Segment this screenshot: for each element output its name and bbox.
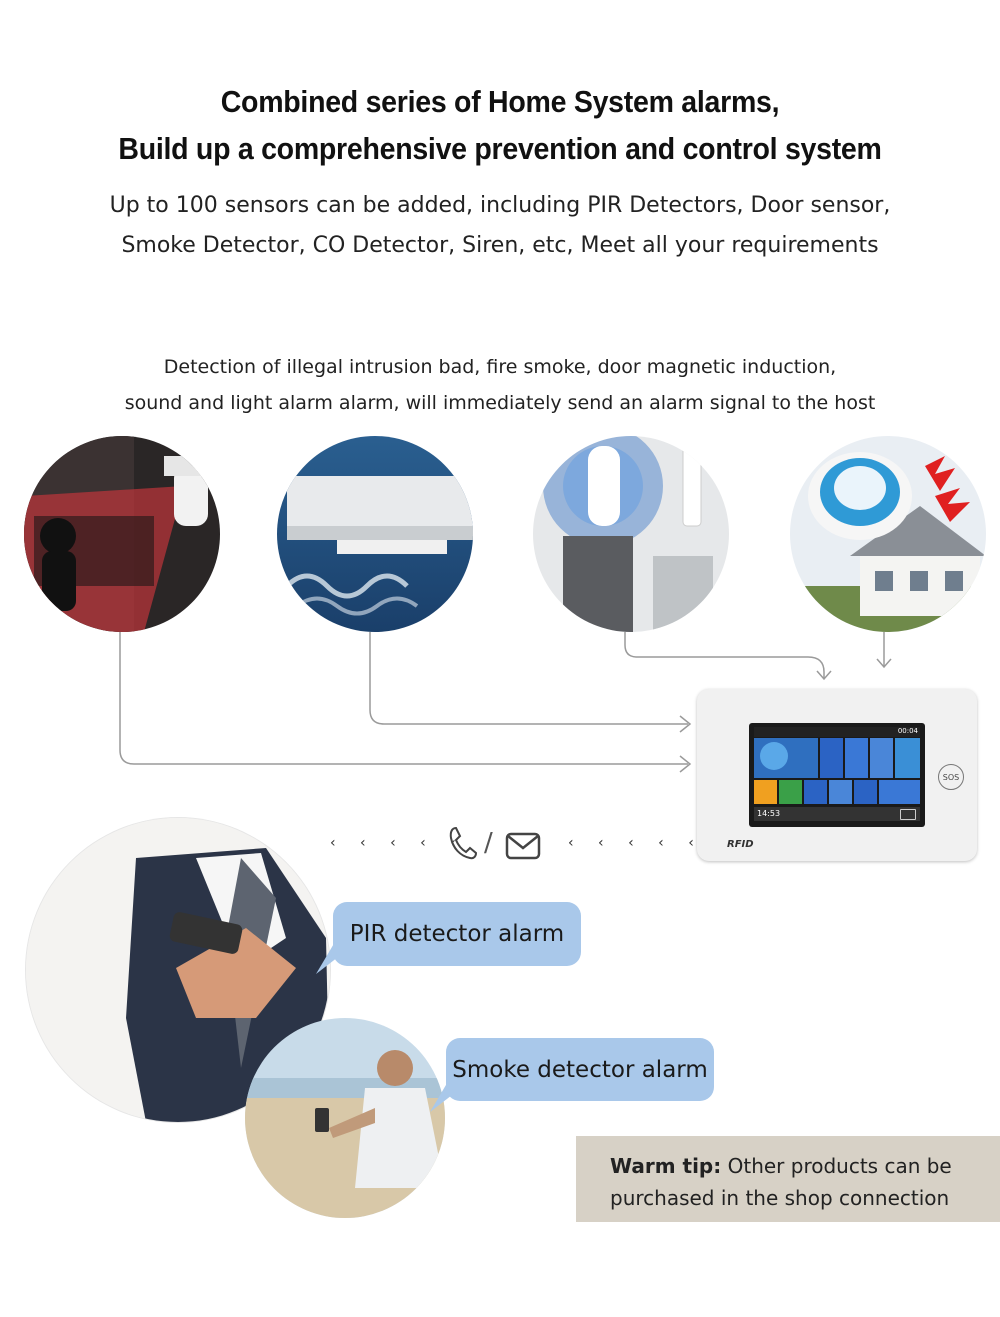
siren-image [790, 436, 986, 632]
menu-icon[interactable] [804, 780, 827, 804]
warm-tip-box [576, 1136, 1000, 1222]
detection-line-2: sound and light alarm alarm, will immediately send an alarm signal to the host [124, 392, 876, 414]
shield-icon[interactable] [779, 780, 802, 804]
man-on-beach-image [245, 1018, 445, 1218]
subheading-line-1: Up to 100 sensors can be added, including PIR Detectors, Door sensor, [109, 193, 891, 218]
pir-alarm-bubble: PIR detector alarm [333, 902, 581, 966]
phone-icon[interactable] [820, 738, 843, 778]
lock-icon[interactable] [870, 738, 893, 778]
screen-time: 14:53 [757, 809, 781, 818]
record-icon[interactable] [754, 780, 777, 804]
warm-tip-label: Warm tip: [610, 1154, 722, 1178]
disarm-icon[interactable] [879, 780, 920, 804]
warm-tip-text-1: Other products can be [721, 1154, 952, 1178]
sos-button[interactable]: SOS [938, 764, 964, 790]
smoke-detector-image [277, 436, 473, 632]
home-icon[interactable] [854, 780, 877, 804]
keyboard-icon [900, 809, 916, 820]
headline-line-1: Combined series of Home System alarms, [220, 84, 780, 119]
warm-tip-text-2: purchased in the shop connection [610, 1186, 950, 1210]
signal-arrows-left: ‹ ‹ ‹ ‹ ‹ [330, 835, 466, 851]
pir-detector-image [24, 436, 220, 632]
screen-status-bar [754, 727, 920, 737]
screen-weather-tile[interactable] [754, 738, 818, 778]
screen-clock: 00:04 [897, 727, 918, 735]
globe-icon [760, 742, 788, 770]
warm-tip-line-1 [610, 1150, 1000, 1182]
arm-icon[interactable] [845, 738, 868, 778]
screen-bottom-bar [754, 807, 920, 821]
mail-icon [505, 832, 541, 860]
signal-separator: / [484, 828, 493, 858]
subheading-line-2: Smoke Detector, CO Detector, Siren, etc, Meet all your requirements [121, 233, 879, 258]
panel-screen[interactable] [749, 723, 925, 827]
rfid-label: RFID [727, 839, 754, 850]
sensor-icon[interactable] [895, 738, 920, 778]
detection-line-1: Detection of illegal intrusion bad, fire smoke, door magnetic induction, [163, 356, 837, 378]
connector-pir [120, 632, 688, 764]
connector-door [625, 632, 824, 678]
door-sensor-image [533, 436, 729, 632]
headline-line-2: Build up a comprehensive prevention and control system [118, 131, 882, 166]
smoke-alarm-bubble: Smoke detector alarm [446, 1038, 714, 1101]
connector-smoke [370, 632, 688, 724]
phone-call-icon [448, 826, 478, 860]
screen-tile-icon[interactable] [829, 780, 852, 804]
signal-arrows-right: ‹ ‹ ‹ ‹ ‹ [568, 835, 704, 851]
alarm-control-panel [697, 689, 977, 861]
